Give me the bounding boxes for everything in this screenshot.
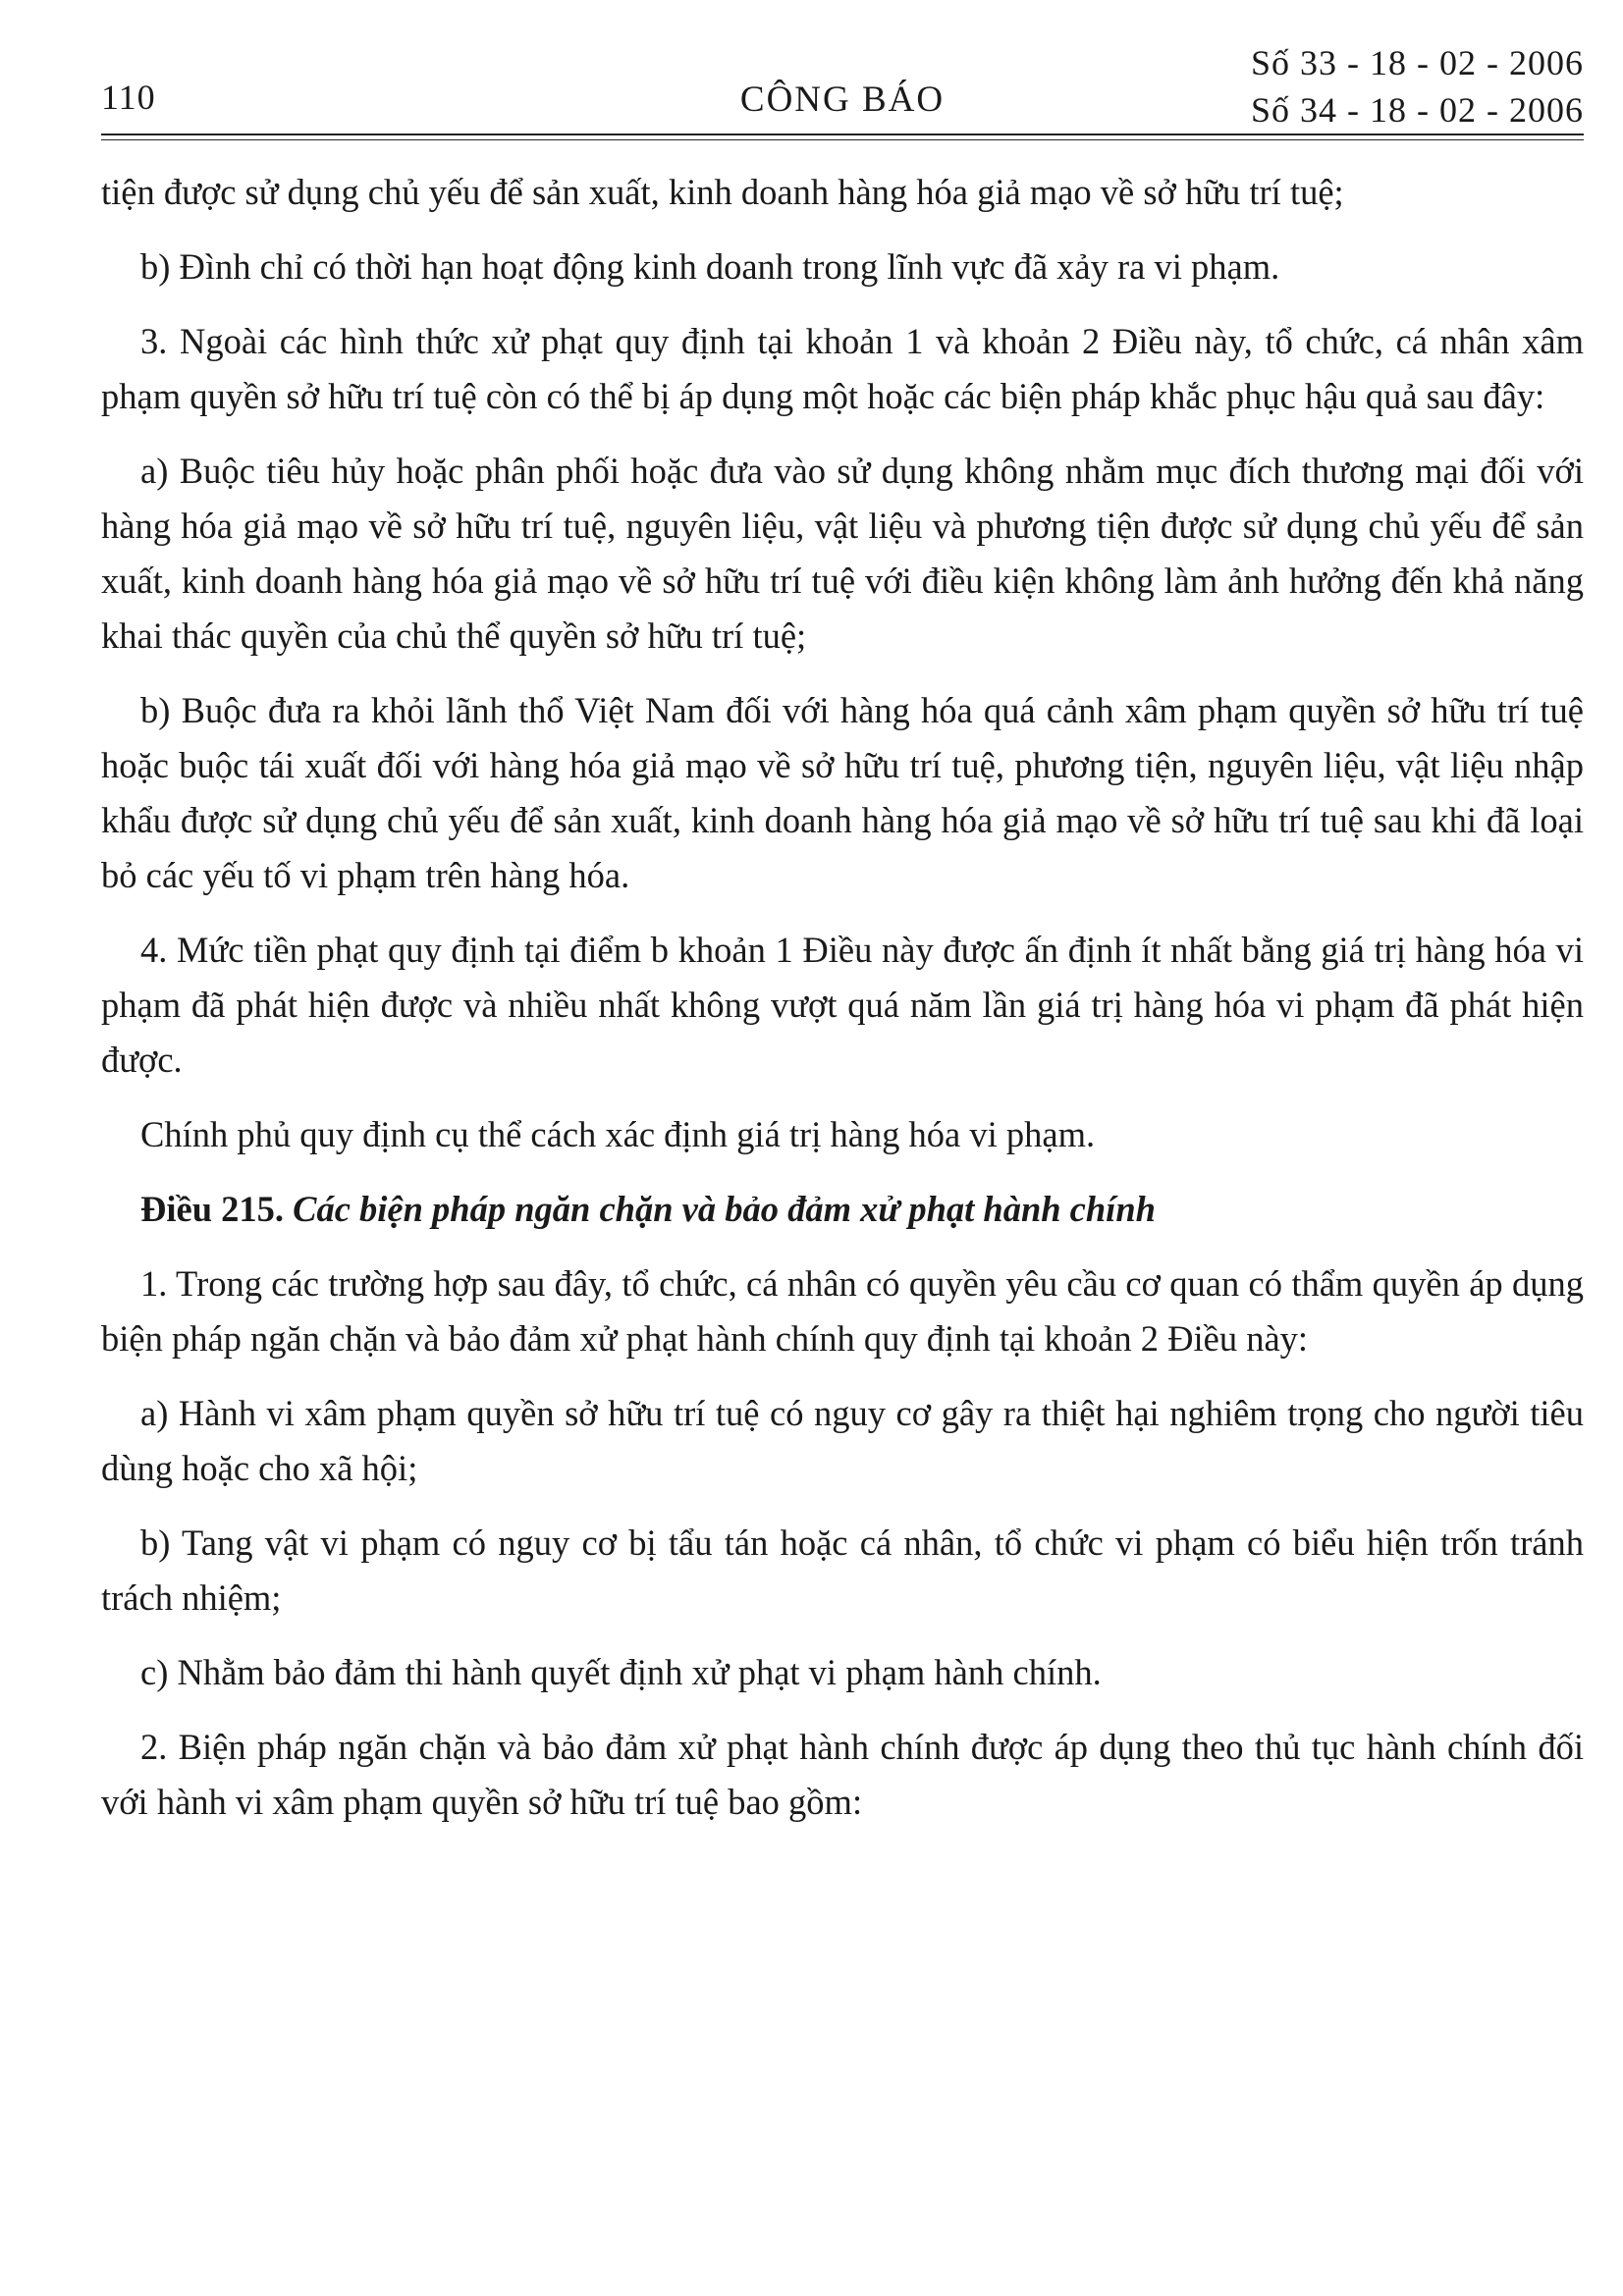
paragraph: a) Buộc tiêu hủy hoặc phân phối hoặc đưa vào sử dụng không nhằm mục đích thương mại đối với hàng hóa giả mạo về sở hữu trí tuệ, nguyên liệu, vật liệu và phương tiện được sử dụng chủ yếu để sản xuất, kinh doanh hàng hóa giả mạo về sở hữu trí tuệ với điều kiện không làm ảnh hưởng đến khả năng khai thác quyền của chủ thể quyền sở hữu trí tuệ; <box>101 451 1584 656</box>
paragraph: 1. Trong các trường hợp sau đây, tổ chức, cá nhân có quyền yêu cầu cơ quan có thẩm quyền áp dụng biện pháp ngăn chặn và bảo đảm xử phạt hành chính quy định tại khoản 2 Điều này: <box>101 1263 1584 1359</box>
paragraph: b) Tang vật vi phạm có nguy cơ bị tẩu tán hoặc cá nhân, tổ chức vi phạm có biểu hiện trốn tránh trách nhiệm; <box>101 1522 1584 1618</box>
header-rule <box>101 133 1584 135</box>
document-body <box>101 165 1584 1849</box>
article-number: Điều 215. <box>140 1189 284 1229</box>
paragraph: c) Nhằm bảo đảm thi hành quyết định xử phạt vi phạm hành chính. <box>140 1652 1102 1692</box>
issue-number: Số 33 - 18 - 02 - 2006 <box>1251 43 1584 82</box>
paragraph: b) Đình chỉ có thời hạn hoạt động kinh doanh trong lĩnh vực đã xảy ra vi phạm. <box>140 246 1280 287</box>
paragraph: b) Buộc đưa ra khỏi lãnh thổ Việt Nam đối với hàng hóa quá cảnh xâm phạm quyền sở hữu trí tuệ hoặc buộc tái xuất đối với hàng hóa giả mạo về sở hữu trí tuệ, phương tiện, nguyên liệu, vật liệu nhập khẩu được sử dụng chủ yếu để sản xuất, kinh doanh hàng hóa giả mạo về sở hữu trí tuệ sau khi đã loại bỏ các yếu tố vi phạm trên hàng hóa. <box>101 690 1584 895</box>
page-number: 110 <box>101 78 156 117</box>
gazette-title: CÔNG BÁO <box>739 80 946 120</box>
header-rule <box>101 139 1584 140</box>
issue-numbers <box>1251 39 1584 133</box>
paragraph: 3. Ngoài các hình thức xử phạt quy định tại khoản 1 và khoản 2 Điều này, tổ chức, cá nhân xâm phạm quyền sở hữu trí tuệ còn có thể bị áp dụng một hoặc các biện pháp khắc phục hậu quả sau đây: <box>101 321 1584 416</box>
paragraph: a) Hành vi xâm phạm quyền sở hữu trí tuệ có nguy cơ gây ra thiệt hại nghiêm trọng cho người tiêu dùng hoặc cho xã hội; <box>101 1393 1584 1488</box>
article-title: Các biện pháp ngăn chặn và bảo đảm xử phạt hành chính <box>293 1189 1156 1229</box>
page-header <box>101 39 1584 130</box>
issue-number: Số 34 - 18 - 02 - 2006 <box>1251 90 1584 130</box>
paragraph: tiện được sử dụng chủ yếu để sản xuất, kinh doanh hàng hóa giả mạo về sở hữu trí tuệ; <box>101 172 1344 212</box>
paragraph: Chính phủ quy định cụ thể cách xác định giá trị hàng hóa vi phạm. <box>140 1114 1096 1154</box>
paragraph: 4. Mức tiền phạt quy định tại điểm b khoản 1 Điều này được ấn định ít nhất bằng giá trị hàng hóa vi phạm đã phát hiện được và nhiều nhất không vượt quá năm lần giá trị hàng hóa vi phạm đã phát hiện được. <box>101 930 1584 1080</box>
paragraph: 2. Biện pháp ngăn chặn và bảo đảm xử phạt hành chính được áp dụng theo thủ tục hành chính đối với hành vi xâm phạm quyền sở hữu trí tuệ bao gồm: <box>101 1727 1584 1822</box>
gazette-page <box>101 39 1584 1822</box>
article-heading <box>101 1182 1584 1237</box>
